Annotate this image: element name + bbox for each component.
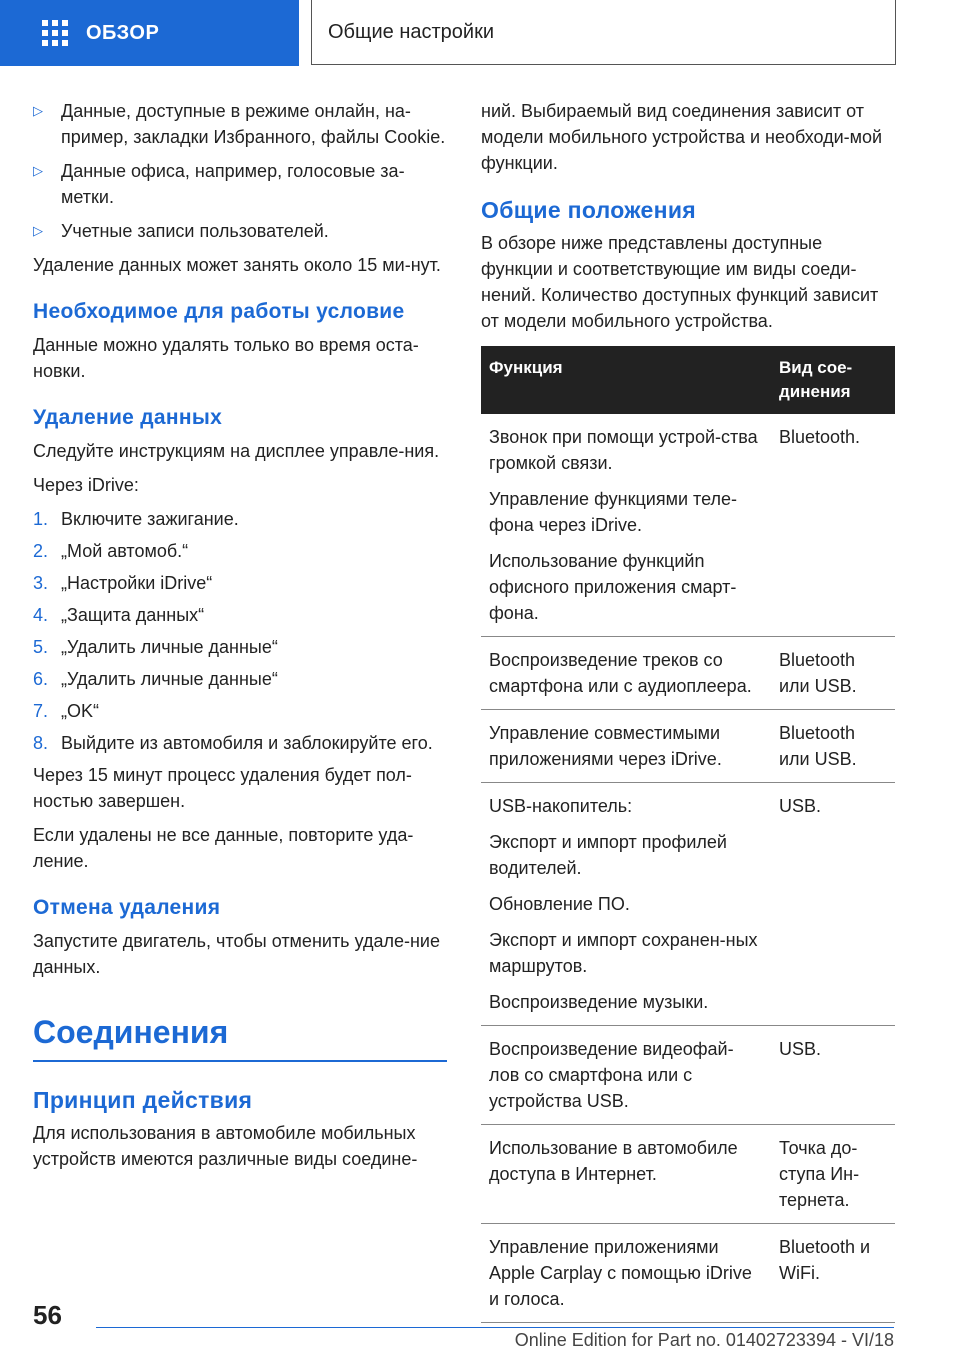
grid-menu-icon [42, 20, 68, 46]
function-cell: Управление совместимыми приложениями через iDrive. [481, 710, 771, 783]
heading-connections: Соединения [33, 1014, 229, 1050]
heading-requirement: Необходимое для работы условие [33, 300, 405, 323]
triangle-bullet-icon: ▷ [33, 163, 43, 178]
column-header-function: Функция [481, 346, 771, 414]
page-number: 56 [33, 1300, 62, 1330]
paragraph-via: Через iDrive: [33, 475, 139, 495]
table-row [481, 637, 895, 710]
paragraph-principle: Для использования в автомобиле мобильных устройств имеются различные виды соедине- [33, 1123, 418, 1169]
heading-general: Общие положения [481, 197, 696, 223]
step-item: 6. „Удалить личные данные“ [33, 669, 278, 689]
function-cell: Звонок при помощи устрой-ства громкой связи. Управление функциями теле-фона через iDrive. Использование функцийn офисного приложения смарт-фона. [481, 414, 771, 637]
table-row [481, 1125, 895, 1224]
triangle-bullet-icon: ▷ [33, 223, 43, 238]
connection-cell: USB. [771, 1026, 895, 1125]
section-title: Общие настройки [328, 20, 494, 43]
column-header-connection: Вид сое-динения [771, 346, 895, 414]
heading-rule [33, 1060, 447, 1062]
overview-label: ОБЗОР [86, 21, 160, 44]
step-item: 8. Выйдите из автомобиля и заблокируйте его. [33, 733, 433, 753]
connection-cell: Bluetooth или USB. [771, 710, 895, 783]
heading-principle: Принцип действия [33, 1087, 253, 1113]
step-item: 7. „OK“ [33, 701, 99, 721]
step-item: 2. „Мой автомоб.“ [33, 541, 189, 561]
table-row [481, 783, 895, 1026]
bullet-item: ▷ Данные офиса, например, голосовые за-метки. [33, 158, 447, 210]
connection-cell: USB. [771, 783, 895, 1026]
top-navigation [0, 0, 960, 66]
right-column [481, 98, 895, 1323]
paragraph-cancel: Запустите двигатель, чтобы отменить удале-ние данных. [33, 931, 440, 977]
connections-table [481, 346, 895, 1323]
connection-cell: Точка до-ступа Ин-тернета. [771, 1125, 895, 1224]
triangle-bullet-icon: ▷ [33, 103, 43, 118]
paragraph-follow: Следуйте инструкциям на дисплее управле-ния. [33, 441, 440, 461]
table-row [481, 1026, 895, 1125]
step-item: 5. „Удалить личные данные“ [33, 637, 278, 657]
function-cell: Воспроизведение видеофай-лов со смартфона или с устройства USB. [481, 1026, 771, 1125]
section-tab[interactable] [311, 0, 896, 65]
footer-rule [96, 1327, 894, 1328]
function-cell: Использование в автомобиле доступа в Интернет. [481, 1125, 771, 1224]
connection-cell: Bluetooth или USB. [771, 637, 895, 710]
connection-cell: Bluetooth и WiFi. [771, 1224, 895, 1323]
step-item: 1. Включите зажигание. [33, 509, 239, 529]
table-row [481, 414, 895, 637]
bullet-item: ▷ Данные, доступные в режиме онлайн, на-пример, закладки Избранного, файлы Cookie. [33, 98, 447, 150]
paragraph-duration: Удаление данных может занять около 15 ми-нут. [33, 255, 441, 275]
function-cell: Управление приложениями Apple Carplay с помощью iDrive и голоса. [481, 1224, 771, 1323]
paragraph-requirement: Данные можно удалять только во время оста-новки. [33, 335, 419, 381]
function-cell: Воспроизведение треков со смартфона или с аудиоплеера. [481, 637, 771, 710]
edition-footer: Online Edition for Part no. 01402723394 - VI/18 [514, 1330, 894, 1350]
table-row [481, 710, 895, 783]
paragraph-repeat: Если удалены не все данные, повторите уда-ление. [33, 825, 414, 871]
left-column [33, 98, 447, 1180]
paragraph-after: Через 15 минут процесс удаления будет пол-ностью завершен. [33, 765, 412, 811]
paragraph-general: В обзоре ниже представлены доступные функции и соответствующие им виды соеди-нений. Количество доступных функций зависит от модели мобильного устройства. [481, 233, 879, 331]
table-header-row [481, 346, 895, 414]
step-item: 3. „Настройки iDrive“ [33, 573, 213, 593]
heading-cancel: Отмена удаления [33, 896, 221, 919]
table-row [481, 1224, 895, 1323]
step-item: 4. „Защита данных“ [33, 605, 205, 625]
function-cell: USB-накопитель: Экспорт и импорт профилей водителей. Обновление ПО. Экспорт и импорт сохранен-ных маршрутов. Воспроизведение музыки. [481, 783, 771, 1026]
heading-delete-data: Удаление данных [33, 406, 223, 429]
bullet-item: ▷ Учетные записи пользователей. [33, 218, 447, 244]
paragraph-continuation: ний. Выбираемый вид соединения зависит от модели мобильного устройства и необходи-мой функции. [481, 101, 883, 173]
overview-button[interactable] [0, 0, 299, 66]
connection-cell: Bluetooth. [771, 414, 895, 637]
